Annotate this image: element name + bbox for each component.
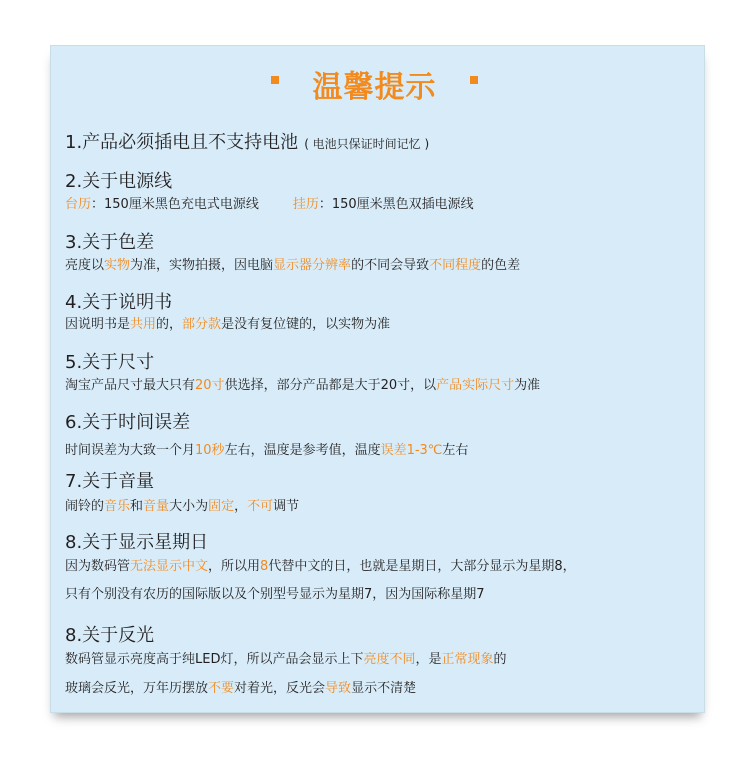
section-heading	[65, 467, 154, 493]
section-heading	[65, 621, 154, 647]
body-text: 的不同会导致	[351, 258, 430, 273]
section-body-line	[65, 583, 485, 602]
highlight-text: 8	[260, 559, 269, 574]
page-title: 温馨提示	[312, 70, 437, 105]
section-body-line	[65, 555, 576, 574]
body-text: 只有个别没有农历的国际版以及个别型号显示为星期7，因为国际称星期7	[65, 587, 485, 602]
body-text: 和	[130, 499, 144, 514]
body-text: 的，	[156, 317, 183, 332]
body-text: 对着光，反光会	[234, 681, 326, 696]
body-text: 调节	[273, 499, 300, 514]
section-heading-text: 3.关于色差	[65, 232, 155, 253]
body-text: 大小为	[169, 499, 209, 514]
section-heading-text: 2.关于电源线	[65, 171, 173, 192]
section-heading-text: 7.关于音量	[65, 471, 155, 492]
highlight-text: 音乐	[104, 499, 131, 514]
section-note: ( 电池只保证时间记忆 )	[304, 137, 430, 151]
body-text: 玻璃会反光，万年历摆放	[65, 681, 209, 696]
body-text: ：150厘米黑色充电式电源线	[91, 197, 259, 212]
section-heading	[65, 408, 190, 434]
highlight-text: 显示器分辨率	[273, 258, 352, 273]
section-heading	[65, 288, 172, 314]
title-row	[0, 62, 749, 106]
highlight-text: 无法显示中文	[130, 559, 209, 574]
section-heading	[65, 128, 429, 154]
highlight-text: 共用	[130, 317, 157, 332]
highlight-text: 不要	[208, 681, 235, 696]
highlight-text: 台历	[65, 197, 92, 212]
highlight-text: 正常现象	[441, 652, 494, 667]
body-text: 代替中文的日，也就是星期日，大部分显示为星期8，	[268, 559, 576, 574]
section-heading	[65, 348, 154, 374]
body-text: ：150厘米黑色双插电源线	[318, 197, 474, 212]
body-text: 的色差	[481, 258, 521, 273]
highlight-text: 导致	[325, 681, 352, 696]
highlight-text: 10秒	[195, 443, 225, 458]
section-heading	[65, 228, 154, 254]
body-text: 为准	[514, 378, 541, 393]
highlight-text: 不同程度	[429, 258, 482, 273]
left-square-icon	[271, 76, 279, 84]
section-heading-text: 4.关于说明书	[65, 292, 173, 313]
body-text: 左右，温度是参考值，温度	[224, 443, 381, 458]
section-heading-text: 8.关于显示星期日	[65, 532, 209, 553]
section-body-line	[65, 313, 390, 332]
section-body-line	[65, 648, 507, 667]
body-text: ，所以用	[208, 559, 261, 574]
body-text: 左右	[442, 443, 469, 458]
body-text: 供选择，部分产品都是大于20寸，以	[224, 378, 437, 393]
section-heading-text: 8.关于反光	[65, 625, 155, 646]
body-text: 因说明书是	[65, 317, 131, 332]
body-text: 时间误差为大致一个月	[65, 443, 196, 458]
section-heading	[65, 528, 208, 554]
section-body-line	[65, 495, 299, 514]
body-text: 显示不清楚	[351, 681, 417, 696]
highlight-text: 音量	[143, 499, 170, 514]
body-text: ，是	[415, 652, 442, 667]
body-text: 是没有复位键的，以实物为准	[221, 317, 391, 332]
highlight-text: 亮度不同	[363, 652, 416, 667]
body-text: 闹铃的	[65, 499, 105, 514]
section-heading-text: 5.关于尺寸	[65, 352, 155, 373]
body-text: 为准，实物拍摄，因电脑	[130, 258, 274, 273]
body-text: 的	[493, 652, 507, 667]
section-body-line	[65, 193, 474, 212]
section-body-line	[65, 374, 540, 393]
highlight-text: 误差1-3℃	[380, 443, 443, 458]
body-text: 数码管显示亮度高于纯LED灯，所以产品会显示上下	[65, 652, 364, 667]
body-text: 因为数码管	[65, 559, 131, 574]
body-text: ，	[234, 499, 248, 514]
highlight-text: 固定	[208, 499, 235, 514]
highlight-text: 不可	[247, 499, 274, 514]
highlight-text: 挂历	[292, 197, 319, 212]
section-body-line	[65, 439, 468, 458]
section-heading-text: 1.产品必须插电且不支持电池	[65, 132, 299, 153]
right-square-icon	[470, 76, 478, 84]
highlight-text: 部分款	[182, 317, 222, 332]
section-heading	[65, 167, 172, 193]
body-text: 亮度以	[65, 258, 105, 273]
section-body-line	[65, 677, 416, 696]
section-heading-text: 6.关于时间误差	[65, 412, 191, 433]
highlight-text: 实物	[104, 258, 131, 273]
body-text: 淘宝产品尺寸最大只有	[65, 378, 196, 393]
section-body-line	[65, 254, 520, 273]
highlight-text: 产品实际尺寸	[436, 378, 515, 393]
highlight-text: 20寸	[195, 378, 225, 393]
